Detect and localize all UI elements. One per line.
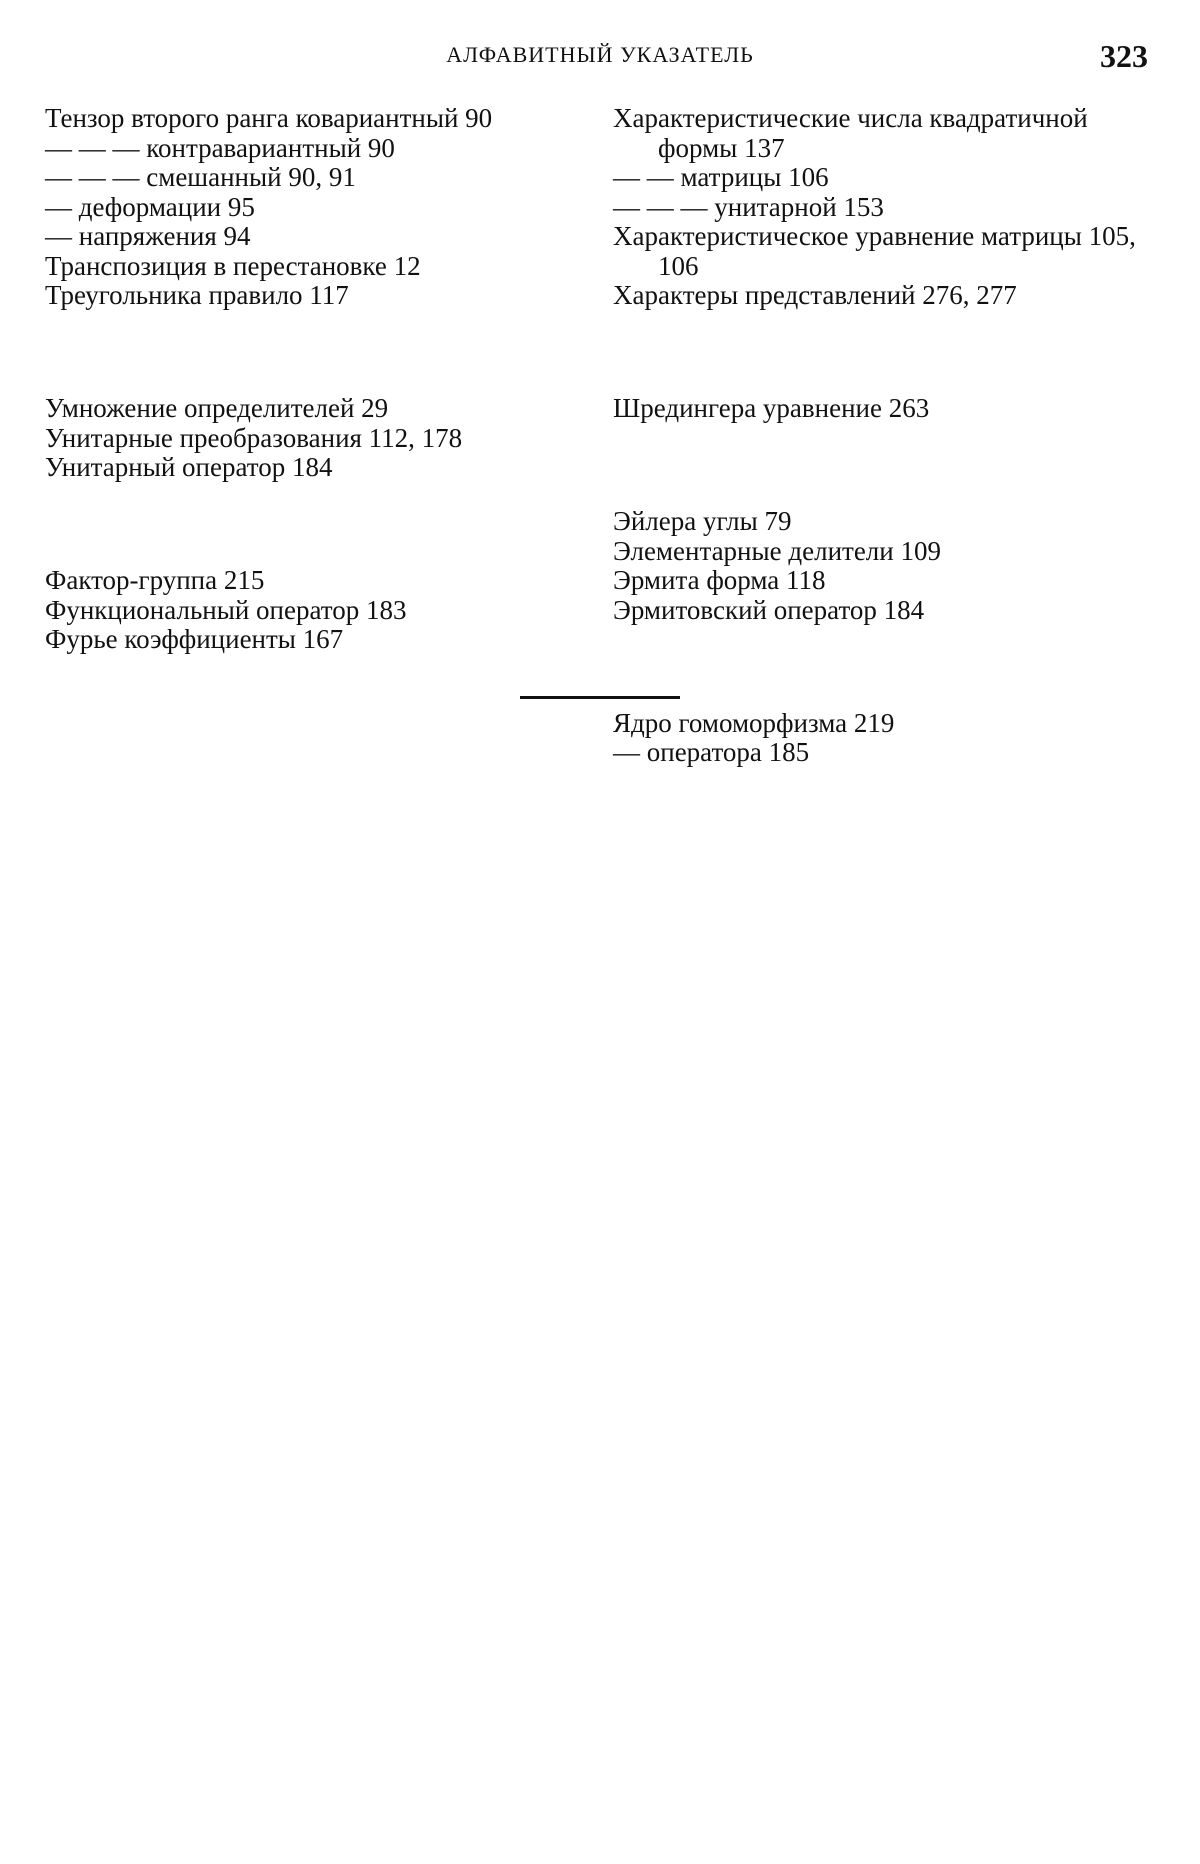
index-entry: Характеристические числа квадратичной формы 137	[613, 103, 1088, 163]
index-gap	[45, 510, 575, 540]
index-entry: Фактор-группа 215	[45, 565, 265, 595]
index-entry: Характеры представлений 276, 277	[613, 280, 1017, 310]
index-gap	[613, 338, 1153, 368]
index-gap	[613, 451, 1153, 481]
index-entry: Унитарный оператор 184	[45, 452, 333, 482]
page-number: 323	[1100, 38, 1148, 74]
index-entry: Эрмитовский оператор 184	[613, 594, 925, 625]
index-entry: Ядро гомоморфизма 219	[613, 707, 895, 738]
index-entry: Умножение определителей 29	[45, 393, 389, 423]
index-gap	[45, 338, 575, 368]
index-entry: — деформации 95	[45, 191, 255, 222]
index-entry: Унитарные преобразования 112, 178	[45, 422, 463, 453]
index-entry: Эрмита форма 118	[613, 565, 826, 595]
index-entry: Функциональный оператор 183	[45, 594, 407, 625]
end-rule	[520, 696, 680, 699]
running-title: АЛФАВИТНЫЙ УКАЗАТЕЛЬ	[446, 42, 754, 67]
index-column-right	[613, 104, 1153, 768]
index-column-left	[45, 104, 575, 655]
index-entry: Тензор второго ранга ковариантный 90	[45, 103, 493, 133]
index-entry: Фурье коэффициенты 167	[45, 624, 344, 654]
index-entry: Треугольника правило 117	[45, 280, 349, 310]
page-header	[0, 38, 1200, 78]
index-entry: — — — унитарной 153	[613, 191, 884, 222]
index-gap	[613, 652, 1153, 682]
index-entry: Транспозиция в перестановке 12	[45, 250, 421, 281]
index-entry: Шредингера уравнение 263	[613, 393, 930, 423]
index-entry: Элементарные делители 109	[613, 535, 941, 566]
index-entry: — напряжения 94	[45, 221, 251, 251]
index-entry: — — — контравариантный 90	[45, 132, 395, 163]
index-entry: — — — смешанный 90, 91	[45, 162, 356, 192]
index-entry: — оператора 185	[613, 737, 810, 767]
index-entry: Характеристическое уравнение матрицы 105, 106	[613, 221, 1136, 281]
index-entry: Эйлера углы 79	[613, 506, 792, 536]
index-entry: — — матрицы 106	[613, 162, 829, 192]
